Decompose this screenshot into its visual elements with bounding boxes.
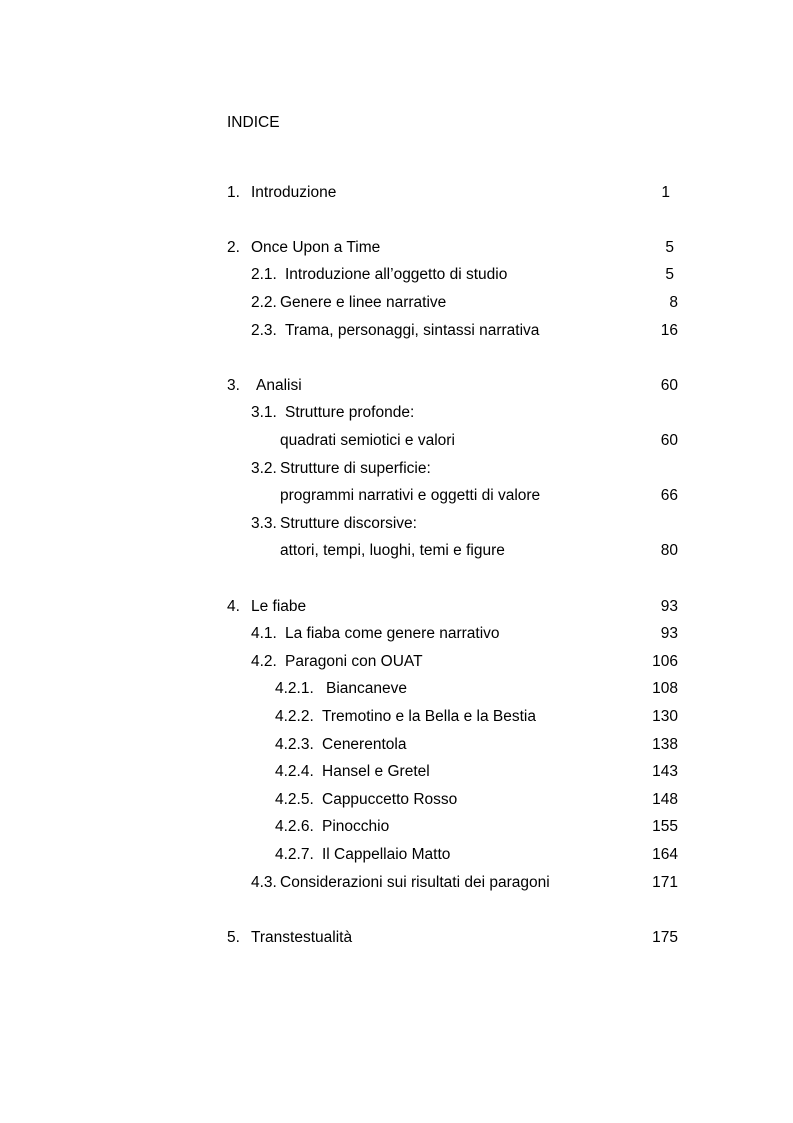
toc-number: 4.2.4. [275,763,314,780]
toc-row [0,182,793,204]
toc-title: Biancaneve [326,680,408,697]
toc-page: 8 [669,294,678,311]
toc-title: Introduzione all’oggetto di studio [285,266,508,283]
toc-number: 3. [227,377,240,394]
toc-row [0,927,793,949]
toc-page: 93 [660,625,678,642]
toc-title: Cappuccetto Rosso [322,791,458,808]
toc-title: Trama, personaggi, sintassi narrativa [285,322,540,339]
toc-row [0,678,793,700]
toc-page: 155 [652,818,678,835]
toc-row [0,458,793,480]
toc-number: 3.2. [251,460,277,477]
toc-page: 1 [661,184,670,201]
toc-row [0,844,793,866]
toc-row [0,761,793,783]
toc-title: Paragoni con OUAT [285,653,423,670]
toc-row [0,320,793,342]
toc-page: 108 [652,680,678,697]
toc-row [0,540,793,562]
toc-row [0,706,793,728]
toc-page: 143 [652,763,678,780]
toc-row [0,375,793,397]
toc-title: Il Cappellaio Matto [322,846,451,863]
toc-row [0,402,793,424]
toc-title: Cenerentola [322,736,407,753]
toc-number: 2. [227,239,240,256]
toc-number: 2.3. [251,322,277,339]
toc-page: 93 [660,598,678,615]
toc-page: 175 [652,929,678,946]
toc-row [0,651,793,673]
toc-page: 171 [652,874,678,891]
toc-number: 4.2.3. [275,736,314,753]
toc-row [0,485,793,507]
toc-row [0,816,793,838]
toc-title: quadrati semiotici e valori [280,432,455,449]
toc-row [0,237,793,259]
toc-number: 4.1. [251,625,277,642]
toc-page: 5 [665,239,674,256]
toc-row [0,596,793,618]
toc-page: 106 [652,653,678,670]
toc-page: 16 [660,322,678,339]
toc-row [0,872,793,894]
toc-page: 80 [660,542,678,559]
toc-page: 60 [660,432,678,449]
toc-title: attori, tempi, luoghi, temi e figure [280,542,505,559]
toc-title: Once Upon a Time [251,239,381,256]
toc-number: 4.3. [251,874,277,891]
toc-number: 4.2.2. [275,708,314,725]
toc-row [0,623,793,645]
toc-page: 138 [652,736,678,753]
toc-title: Strutture di superficie: [280,460,431,477]
toc-page: 60 [660,377,678,394]
toc-title: La fiaba come genere narrativo [285,625,500,642]
page-title: INDICE [227,114,280,131]
toc-row [0,513,793,535]
toc-title: Considerazioni sui risultati dei paragoni [280,874,550,891]
toc-title: Hansel e Gretel [322,763,430,780]
toc-number: 4.2.6. [275,818,314,835]
toc-number: 2.1. [251,266,277,283]
toc-title: Transtestualità [251,929,353,946]
toc-page: 130 [652,708,678,725]
toc-row [0,734,793,756]
toc-page: 148 [652,791,678,808]
toc-number: 4.2.5. [275,791,314,808]
toc-number: 3.3. [251,515,277,532]
toc-page: 164 [652,846,678,863]
toc-title: Introduzione [251,184,337,201]
toc-title: Pinocchio [322,818,390,835]
toc-row [0,789,793,811]
toc-page: 66 [660,487,678,504]
toc-number: 5. [227,929,240,946]
toc-title: Analisi [256,377,302,394]
toc-number: 4.2. [251,653,277,670]
toc-number: 4. [227,598,240,615]
toc-number: 4.2.7. [275,846,314,863]
toc-row [0,292,793,314]
toc-page: 5 [665,266,674,283]
toc-title: Strutture discorsive: [280,515,417,532]
toc-row [0,264,793,286]
toc-title: programmi narrativi e oggetti di valore [280,487,541,504]
toc-number: 3.1. [251,404,277,421]
toc-number: 4.2.1. [275,680,314,697]
toc-number: 1. [227,184,240,201]
toc-title: Tremotino e la Bella e la Bestia [322,708,536,725]
toc-row [0,430,793,452]
toc-title: Genere e linee narrative [280,294,447,311]
toc-number: 2.2. [251,294,277,311]
toc-title: Le fiabe [251,598,307,615]
toc-title: Strutture profonde: [285,404,415,421]
